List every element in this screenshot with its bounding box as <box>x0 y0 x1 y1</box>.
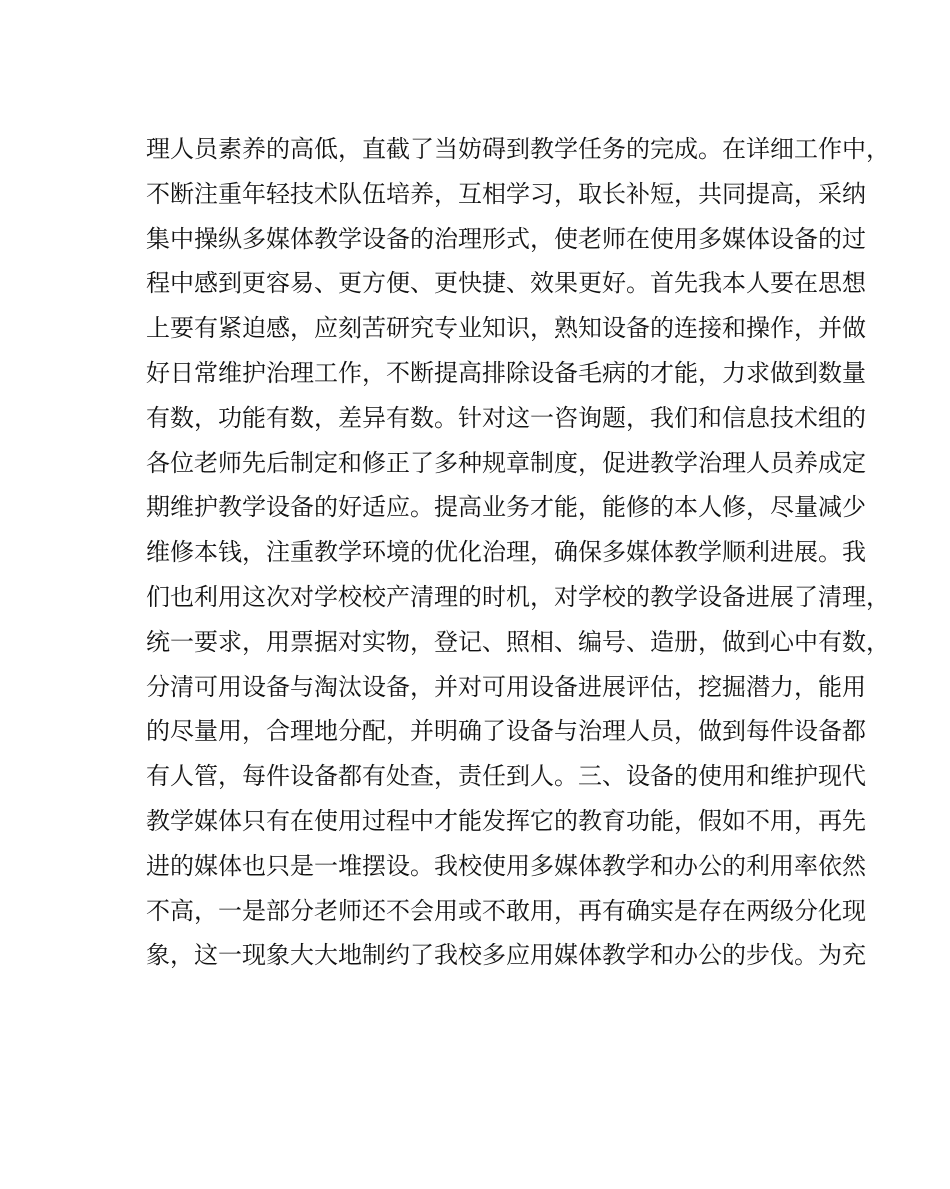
text-line: 们也利用这次对学校校产清理的时机，对学校的教学设备进展了清理， <box>146 582 890 611</box>
text-line: 不断注重年轻技术队伍培养，互相学习，取长补短，共同提高，采纳 <box>146 179 866 208</box>
text-line: 象，这一现象大大地制约了我校多应用媒体教学和办公的步伐。为充 <box>146 941 866 970</box>
body-text <box>146 127 890 978</box>
text-line: 程中感到更容易、更方便、更快捷、效果更好。首先我本人要在思想 <box>146 269 866 298</box>
text-line: 有数，功能有数，差异有数。针对这一咨询题，我们和信息技术组的 <box>146 403 866 432</box>
text-line: 维修本钱，注重教学环境的优化治理，确保多媒体教学顺利进展。我 <box>146 538 866 567</box>
text-line: 上要有紧迫感，应刻苦研究专业知识，熟知设备的连接和操作，并做 <box>146 314 866 343</box>
text-line: 期维护教学设备的好适应。提高业务才能，能修的本人修，尽量减少 <box>146 493 866 522</box>
text-line: 不高，一是部分老师还不会用或不敢用，再有确实是存在两级分化现 <box>146 896 866 925</box>
text-line: 进的媒体也只是一堆摆设。我校使用多媒体教学和办公的利用率依然 <box>146 851 866 880</box>
text-line: 统一要求，用票据对实物，登记、照相、编号、造册，做到心中有数， <box>146 627 890 656</box>
text-line: 有人管，每件设备都有处查，责任到人。三、设备的使用和维护现代 <box>146 762 866 791</box>
text-line: 好日常维护治理工作，不断提高排除设备毛病的才能，力求做到数量 <box>146 358 866 387</box>
text-line: 各位老师先后制定和修正了多种规章制度，促进教学治理人员养成定 <box>146 448 866 477</box>
text-line: 分清可用设备与淘汰设备，并对可用设备进展评估，挖掘潜力，能用 <box>146 672 866 701</box>
text-line: 集中操纵多媒体教学设备的治理形式，使老师在使用多媒体设备的过 <box>146 224 866 253</box>
text-line: 的尽量用，合理地分配，并明确了设备与治理人员，做到每件设备都 <box>146 717 866 746</box>
text-line: 教学媒体只有在使用过程中才能发挥它的教育功能，假如不用，再先 <box>146 806 866 835</box>
text-line: 理人员素养的高低，直截了当妨碍到教学任务的完成。在详细工作中， <box>146 135 890 163</box>
